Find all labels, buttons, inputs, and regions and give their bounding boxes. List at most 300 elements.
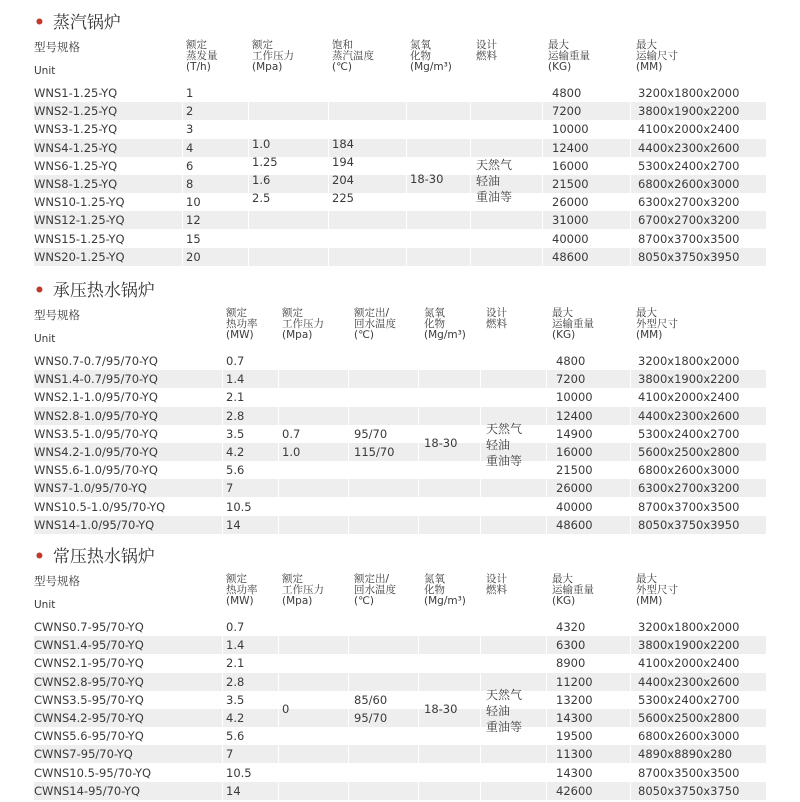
column-divider: [328, 175, 329, 193]
table-row: [34, 782, 766, 800]
model-cell: CWNS10.5-95/70-YQ: [34, 765, 152, 780]
column-divider: [328, 139, 329, 157]
column-divider: [630, 304, 631, 350]
column-divider: [470, 36, 471, 82]
weight-cell: 14300: [556, 765, 593, 780]
model-cell: WNS14-1.0/95/70-YQ: [34, 517, 155, 532]
column-divider: [630, 352, 631, 370]
header-weight: 最大: [548, 39, 569, 51]
column-divider: [630, 120, 631, 138]
temperature-value: 115/70: [354, 445, 395, 459]
column-divider: [182, 193, 183, 211]
model-cell: WNS15-1.25-YQ: [34, 231, 125, 246]
column-divider: [406, 230, 407, 248]
column-divider: [546, 479, 547, 497]
weight-cell: 6300: [556, 638, 586, 653]
column-divider: [546, 570, 547, 616]
column-divider: [222, 304, 223, 350]
column-divider: [470, 193, 471, 211]
header-size: 外型尺寸: [636, 584, 678, 596]
weight-cell: 31000: [552, 213, 589, 228]
title-bullet: •: [34, 547, 45, 567]
column-divider: [278, 618, 279, 636]
column-divider: [348, 479, 349, 497]
size-cell: 4400x2300x2600: [638, 140, 740, 155]
model-cell: CWNS1.4-95/70-YQ: [34, 638, 144, 653]
pressure-value: 0: [282, 701, 290, 716]
capacity-cell: 2.1: [226, 656, 245, 671]
column-divider: [630, 388, 631, 406]
model-cell: WNS2.1-1.0/95/70-YQ: [34, 390, 158, 405]
weight-cell: 14300: [556, 711, 593, 725]
fuel-line: 轻油: [486, 438, 511, 452]
column-divider: [406, 102, 407, 120]
column-divider: [278, 516, 279, 534]
column-divider: [418, 745, 419, 763]
column-divider: [278, 407, 279, 425]
header-model: 型号规格: [34, 574, 80, 588]
column-divider: [418, 407, 419, 425]
column-divider: [480, 370, 481, 388]
model-cell: WNS12-1.25-YQ: [34, 213, 125, 228]
column-divider: [418, 782, 419, 800]
column-divider: [418, 370, 419, 388]
column-divider: [222, 618, 223, 636]
column-divider: [546, 691, 547, 709]
column-divider: [630, 498, 631, 516]
header-temp: 额定出/: [354, 307, 390, 319]
table-row: [34, 516, 766, 534]
column-divider: [630, 764, 631, 782]
column-divider: [222, 388, 223, 406]
weight-cell: 21500: [556, 463, 593, 478]
column-divider: [406, 193, 407, 211]
header-temp: 额定出/: [354, 573, 390, 585]
column-divider: [480, 461, 481, 479]
size-cell: 6300x2700x3200: [638, 481, 740, 496]
column-divider: [348, 745, 349, 763]
model-cell: CWNS0.7-95/70-YQ: [34, 620, 144, 634]
column-divider: [630, 727, 631, 745]
size-cell: 8050x3750x3950: [638, 517, 740, 532]
fuel-line: 重油等: [486, 720, 523, 734]
section-title: [34, 8, 121, 33]
column-divider: [248, 175, 249, 193]
model-cell: CWNS2.1-95/70-YQ: [34, 656, 144, 671]
column-divider: [470, 175, 471, 193]
header-cap: 热功率: [226, 318, 258, 330]
column-divider: [630, 102, 631, 120]
model-cell: CWNS5.6-95/70-YQ: [34, 729, 144, 744]
column-divider: [328, 120, 329, 138]
column-divider: [278, 498, 279, 516]
column-divider: [418, 425, 419, 443]
pressure-value: 1.25: [252, 154, 278, 169]
capacity-cell: 20: [186, 249, 201, 264]
column-divider: [182, 248, 183, 266]
header-size: (MM): [636, 329, 663, 341]
column-divider: [348, 304, 349, 350]
header-size: (MM): [636, 61, 663, 73]
header-cap: (MW): [226, 329, 254, 341]
nox-value: 18-30: [410, 171, 444, 186]
header-weight: (KG): [552, 595, 576, 607]
column-divider: [222, 764, 223, 782]
column-divider: [630, 691, 631, 709]
header-press: (Mpa): [282, 329, 313, 341]
column-divider: [480, 498, 481, 516]
size-cell: 3200x1800x2000: [638, 354, 740, 368]
column-divider: [182, 102, 183, 120]
table-row: [34, 727, 766, 745]
table-row: [34, 498, 766, 516]
header-press: 工作压力: [282, 584, 324, 596]
size-cell: 5600x2500x2800: [638, 711, 740, 725]
column-divider: [278, 709, 279, 727]
column-divider: [222, 745, 223, 763]
column-divider: [348, 570, 349, 616]
column-divider: [406, 211, 407, 229]
column-divider: [222, 782, 223, 800]
size-cell: 6800x2600x3000: [638, 729, 740, 744]
nox-value: 18-30: [424, 435, 458, 450]
column-divider: [546, 461, 547, 479]
column-divider: [480, 479, 481, 497]
header-cap: 额定: [226, 573, 247, 585]
column-divider: [222, 443, 223, 461]
column-divider: [222, 498, 223, 516]
capacity-cell: 12: [186, 213, 201, 228]
column-divider: [328, 193, 329, 211]
column-divider: [278, 782, 279, 800]
capacity-cell: 7: [226, 747, 234, 762]
size-cell: 6300x2700x3200: [638, 195, 740, 210]
header-fuel: 设计: [486, 573, 507, 585]
capacity-cell: 2.8: [226, 674, 245, 689]
column-divider: [222, 570, 223, 616]
table-row: [34, 230, 766, 248]
column-divider: [348, 352, 349, 370]
capacity-cell: 7: [226, 481, 234, 496]
capacity-cell: 10.5: [226, 499, 252, 514]
column-divider: [418, 764, 419, 782]
column-divider: [222, 709, 223, 727]
model-cell: WNS4.2-1.0/95/70-YQ: [34, 445, 158, 459]
column-divider: [542, 193, 543, 211]
model-cell: WNS7-1.0/95/70-YQ: [34, 481, 147, 496]
table-row: [34, 248, 766, 266]
weight-cell: 7200: [556, 372, 586, 387]
table-row: [34, 654, 766, 672]
model-cell: WNS5.6-1.0/95/70-YQ: [34, 463, 158, 478]
temperature-value: 95/70: [354, 426, 388, 441]
weight-cell: 10000: [556, 390, 593, 405]
column-divider: [222, 407, 223, 425]
table-row: [34, 352, 766, 370]
header-temp: 回水温度: [354, 584, 396, 596]
column-divider: [542, 84, 543, 102]
size-cell: 5300x2400x2700: [638, 158, 740, 173]
column-divider: [480, 516, 481, 534]
column-divider: [406, 139, 407, 157]
header-nox: (Mg/m³): [410, 61, 452, 73]
size-cell: 6700x2700x3200: [638, 213, 740, 228]
table-row: [34, 120, 766, 138]
size-cell: 8050x3750x3750: [638, 783, 740, 798]
column-divider: [348, 425, 349, 443]
table-header: [34, 36, 766, 82]
column-divider: [278, 304, 279, 350]
column-divider: [630, 654, 631, 672]
header-size: 最大: [636, 39, 657, 51]
table-row: [34, 745, 766, 763]
column-divider: [480, 443, 481, 461]
capacity-cell: 5.6: [226, 729, 245, 744]
column-divider: [418, 636, 419, 654]
column-divider: [630, 230, 631, 248]
table-row: [34, 636, 766, 654]
capacity-cell: 8: [186, 177, 194, 191]
column-divider: [630, 211, 631, 229]
header-temp: (℃): [332, 61, 352, 73]
weight-cell: 14900: [556, 426, 593, 441]
column-divider: [278, 673, 279, 691]
section-1: [0, 6, 800, 268]
column-divider: [248, 193, 249, 211]
model-cell: WNS3-1.25-YQ: [34, 122, 118, 137]
capacity-cell: 10: [186, 195, 201, 210]
column-divider: [546, 516, 547, 534]
weight-cell: 21500: [552, 177, 589, 191]
column-divider: [278, 745, 279, 763]
fuel-line: 重油等: [476, 190, 513, 204]
weight-cell: 19500: [556, 729, 593, 744]
column-divider: [630, 443, 631, 461]
model-cell: CWNS3.5-95/70-YQ: [34, 692, 144, 707]
model-cell: WNS10-1.25-YQ: [34, 195, 125, 210]
title-bullet: •: [34, 281, 45, 301]
column-divider: [470, 84, 471, 102]
temperature-value: 204: [332, 173, 354, 187]
column-divider: [278, 691, 279, 709]
table-row: [34, 193, 766, 211]
section-2: [0, 274, 800, 536]
header-temp: 蒸汽温度: [332, 50, 374, 62]
column-divider: [546, 673, 547, 691]
column-divider: [546, 304, 547, 350]
column-divider: [480, 673, 481, 691]
header-press: (Mpa): [282, 595, 313, 607]
column-divider: [418, 443, 419, 461]
table-row: [34, 425, 766, 443]
size-cell: 5300x2400x2700: [638, 426, 740, 441]
header-cap: 额定: [226, 307, 247, 319]
header-nox: (Mg/m³): [424, 595, 466, 607]
temperature-value: 85/60: [354, 692, 388, 707]
model-cell: CWNS14-95/70-YQ: [34, 783, 141, 798]
column-divider: [406, 157, 407, 175]
header-fuel: 设计: [476, 39, 497, 51]
column-divider: [630, 570, 631, 616]
table-row: [34, 139, 766, 157]
column-divider: [418, 727, 419, 745]
column-divider: [630, 618, 631, 636]
column-divider: [182, 157, 183, 175]
column-divider: [418, 388, 419, 406]
temperature-value: 194: [332, 154, 354, 169]
capacity-cell: 3.5: [226, 692, 245, 707]
column-divider: [222, 352, 223, 370]
fuel-line: 天然气: [486, 688, 523, 702]
column-divider: [546, 443, 547, 461]
temperature-value: 225: [332, 191, 354, 206]
column-divider: [546, 352, 547, 370]
column-divider: [630, 516, 631, 534]
fuel-line: 轻油: [486, 704, 511, 718]
temperature-value: 95/70: [354, 711, 388, 725]
column-divider: [480, 304, 481, 350]
column-divider: [182, 230, 183, 248]
column-divider: [348, 370, 349, 388]
header-nox: 化物: [424, 584, 445, 596]
column-divider: [348, 727, 349, 745]
pressure-value: 1.0: [252, 136, 271, 151]
column-divider: [546, 498, 547, 516]
table-row: [34, 764, 766, 782]
column-divider: [406, 84, 407, 102]
column-divider: [480, 709, 481, 727]
header-size: 外型尺寸: [636, 318, 678, 330]
model-cell: WNS6-1.25-YQ: [34, 158, 118, 173]
header-cap: 额定: [186, 39, 207, 51]
size-cell: 8700x3700x3500: [638, 499, 740, 514]
header-press: 工作压力: [282, 318, 324, 330]
column-divider: [248, 157, 249, 175]
column-divider: [248, 139, 249, 157]
column-divider: [278, 443, 279, 461]
capacity-cell: 3.5: [226, 426, 245, 441]
fuel-line: 重油等: [486, 454, 523, 468]
column-divider: [418, 304, 419, 350]
model-cell: WNS3.5-1.0/95/70-YQ: [34, 426, 158, 441]
column-divider: [328, 157, 329, 175]
weight-cell: 12400: [552, 140, 589, 155]
column-divider: [546, 636, 547, 654]
column-divider: [182, 139, 183, 157]
column-divider: [418, 654, 419, 672]
capacity-cell: 14: [226, 517, 241, 532]
column-divider: [470, 120, 471, 138]
column-divider: [546, 425, 547, 443]
model-cell: WNS2-1.25-YQ: [34, 104, 118, 119]
weight-cell: 48600: [552, 249, 589, 264]
column-divider: [546, 388, 547, 406]
column-divider: [546, 370, 547, 388]
header-press: 额定: [252, 39, 273, 51]
header-size: 运输尺寸: [636, 50, 678, 62]
capacity-cell: 4: [186, 140, 194, 155]
model-cell: WNS10.5-1.0/95/70-YQ: [34, 499, 166, 514]
column-divider: [542, 102, 543, 120]
column-divider: [630, 425, 631, 443]
column-divider: [480, 425, 481, 443]
column-divider: [278, 727, 279, 745]
temperature-value: 184: [332, 136, 354, 151]
table-row: [34, 709, 766, 727]
table-row: [34, 388, 766, 406]
header-size: 最大: [636, 573, 657, 585]
column-divider: [348, 388, 349, 406]
table-row: [34, 211, 766, 229]
capacity-cell: 14: [226, 783, 241, 798]
table-row: [34, 673, 766, 691]
size-cell: 3200x1800x2000: [638, 620, 740, 634]
weight-cell: 7200: [552, 104, 582, 119]
weight-cell: 12400: [556, 408, 593, 423]
column-divider: [248, 230, 249, 248]
column-divider: [278, 570, 279, 616]
header-weight: 最大: [552, 573, 573, 585]
column-divider: [546, 764, 547, 782]
header-weight: 最大: [552, 307, 573, 319]
header-nox: 氮氧: [410, 39, 431, 51]
size-cell: 8700x3700x3500: [638, 231, 740, 246]
model-cell: WNS4-1.25-YQ: [34, 140, 118, 155]
column-divider: [480, 782, 481, 800]
column-divider: [470, 248, 471, 266]
header-temp: 回水温度: [354, 318, 396, 330]
column-divider: [470, 230, 471, 248]
column-divider: [278, 764, 279, 782]
weight-cell: 42600: [556, 783, 593, 798]
column-divider: [418, 709, 419, 727]
column-divider: [348, 461, 349, 479]
column-divider: [480, 691, 481, 709]
capacity-cell: 0.7: [226, 354, 245, 368]
size-cell: 8050x3750x3950: [638, 249, 740, 264]
column-divider: [630, 745, 631, 763]
header-size: 最大: [636, 307, 657, 319]
nox-value: 18-30: [424, 701, 458, 716]
column-divider: [418, 673, 419, 691]
weight-cell: 4800: [552, 86, 582, 100]
capacity-cell: 0.7: [226, 620, 245, 634]
column-divider: [182, 36, 183, 82]
weight-cell: 4320: [556, 620, 586, 634]
column-divider: [348, 764, 349, 782]
column-divider: [546, 407, 547, 425]
column-divider: [222, 461, 223, 479]
column-divider: [546, 618, 547, 636]
section-title-text: 常压热水锅炉: [52, 547, 155, 567]
table-row: [34, 157, 766, 175]
weight-cell: 40000: [556, 499, 593, 514]
column-divider: [546, 745, 547, 763]
model-cell: WNS1.4-0.7/95/70-YQ: [34, 372, 158, 387]
size-cell: 5300x2400x2700: [638, 692, 740, 707]
column-divider: [278, 654, 279, 672]
column-divider: [418, 498, 419, 516]
column-divider: [406, 120, 407, 138]
weight-cell: 11300: [556, 747, 593, 762]
header-weight: 运输重量: [552, 318, 594, 330]
column-divider: [406, 36, 407, 82]
column-divider: [470, 102, 471, 120]
header-cap: (MW): [226, 595, 254, 607]
weight-cell: 26000: [552, 195, 589, 210]
column-divider: [630, 139, 631, 157]
size-cell: 4890x8890x280: [638, 747, 733, 762]
